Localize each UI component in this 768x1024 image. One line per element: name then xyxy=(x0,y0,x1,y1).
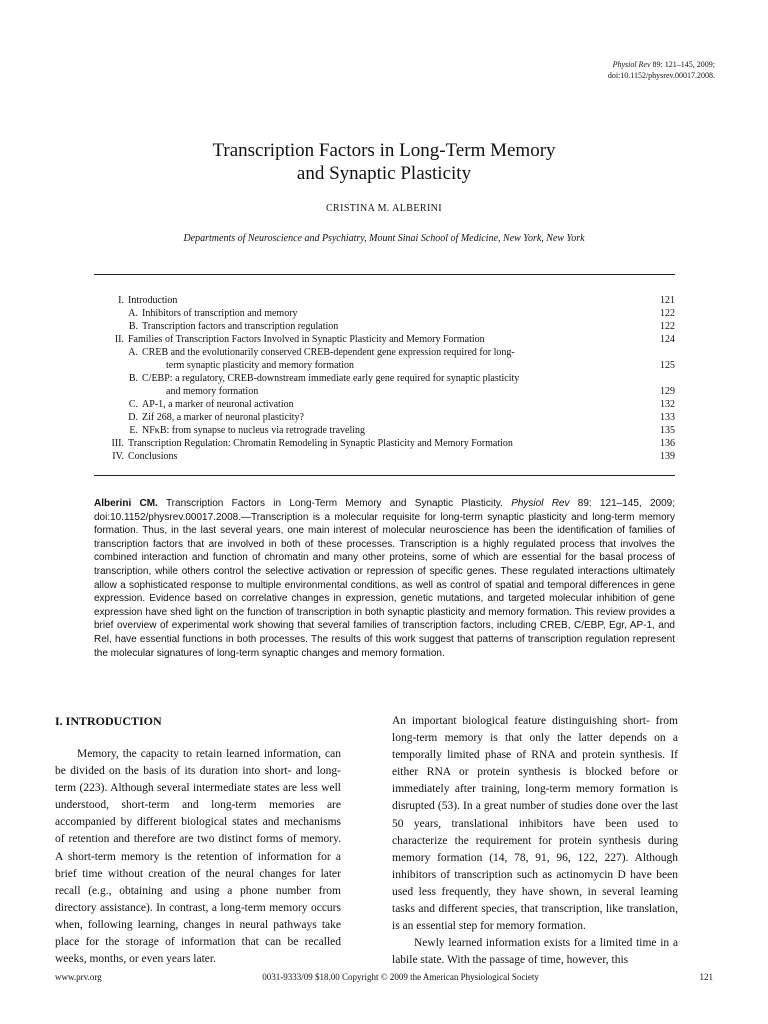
toc-entry-number: E. xyxy=(129,425,138,436)
toc-entry-page: 133 xyxy=(660,412,675,423)
section-heading: I. INTRODUCTION xyxy=(55,714,162,728)
right-paragraph-2: Newly learned information exists for a limited time in a labile state. With the passage of time, however, this xyxy=(392,937,678,967)
toc-entry-number: I. xyxy=(118,295,124,306)
page-footer xyxy=(55,972,713,982)
title-line-2: and Synaptic Plasticity xyxy=(296,163,472,184)
toc-entry-number: A. xyxy=(128,347,138,358)
intro-paragraph: Memory, the capacity to retain learned information, can be divided on the basis of its duration into short- and long-term (223). Although several intermediate states are less well understood, short-term and long-term memories are accompanied by different biological states and mechanisms of retention and therefore are two distinct forms of memory. A short-term memory is the retention of information for a brief time without creation of the neural changes for later recall (e.g., obtaining and using a phone number from directory assistance). In contrast, a long-term memory occurs when, following learning, changes in neural pathways take place for the storage of information that can be recalled weeks, months, or even years later. xyxy=(55,748,341,966)
abstract xyxy=(94,497,675,660)
toc-entry-text xyxy=(94,359,354,372)
toc-entry-text xyxy=(94,320,338,333)
toc-entry-number: III. xyxy=(111,438,124,449)
citation: 89: 121–145, 2009; xyxy=(650,60,715,69)
abstract-title-ref: Transcription Factors in Long-Term Memory and Synaptic Plasticity. xyxy=(157,498,512,509)
toc-entry-page: 121 xyxy=(660,295,675,306)
title-line-1: Transcription Factors in Long-Term Memory xyxy=(212,140,556,161)
toc-entry-title: and memory formation xyxy=(166,386,259,397)
toc-top-rule xyxy=(94,274,675,275)
toc-entry xyxy=(94,294,675,307)
toc-entry-page: 125 xyxy=(660,360,675,371)
toc-entry-title: CREB and the evolutionarily conserved CREB-dependent gene expression required for long- xyxy=(142,347,515,358)
toc-entry-title: Inhibitors of transcription and memory xyxy=(142,308,298,319)
toc-entry-page xyxy=(635,346,675,359)
table-of-contents xyxy=(94,294,675,463)
toc-entry xyxy=(94,359,675,372)
toc-entry-text xyxy=(94,437,513,450)
left-column xyxy=(55,713,341,968)
toc-entry-title: Transcription Regulation: Chromatin Remodeling in Synaptic Plasticity and Memory Formation xyxy=(128,438,513,449)
toc-entry-title: Families of Transcription Factors Involved in Synaptic Plasticity and Memory Formation xyxy=(128,334,485,345)
toc-entry xyxy=(94,450,675,463)
journal-reference xyxy=(608,59,715,81)
toc-entry-text xyxy=(94,333,485,346)
toc-entry xyxy=(94,411,675,424)
abstract-lead: Alberini CM. xyxy=(94,498,158,509)
toc-entry-page: 129 xyxy=(660,386,675,397)
toc-entry xyxy=(94,333,675,346)
toc-entry-page xyxy=(635,372,675,385)
abstract-journal: Physiol Rev xyxy=(511,498,570,509)
toc-entry-number: IV. xyxy=(112,451,124,462)
toc-entry xyxy=(94,385,675,398)
toc-entry xyxy=(94,372,675,385)
toc-entry-title: Introduction xyxy=(128,295,178,306)
toc-entry xyxy=(94,307,675,320)
toc-entry-text xyxy=(94,294,177,307)
toc-entry-number: D. xyxy=(128,412,138,423)
toc-entry-text xyxy=(94,307,298,320)
toc-entry-number: C. xyxy=(128,399,138,410)
toc-entry-number: B. xyxy=(128,373,138,384)
toc-entry-title: AP-1, a marker of neuronal activation xyxy=(142,399,294,410)
toc-entry-text xyxy=(94,450,177,463)
footer-page-number: 121 xyxy=(699,972,713,982)
toc-entry-text xyxy=(94,346,515,359)
toc-entry xyxy=(94,398,675,411)
toc-entry-title: term synaptic plasticity and memory formation xyxy=(166,360,355,371)
toc-entry-number: II. xyxy=(114,334,124,345)
toc-entry xyxy=(94,320,675,333)
footer-url[interactable]: www.prv.org xyxy=(55,972,102,982)
toc-entry-number: A. xyxy=(128,308,138,319)
toc-entry-page: 135 xyxy=(660,425,675,436)
toc-entry-page: 122 xyxy=(660,321,675,332)
toc-entry-page: 132 xyxy=(660,399,675,410)
toc-entry-title: Transcription factors and transcription regulation xyxy=(142,321,339,332)
toc-entry-text xyxy=(94,372,519,385)
toc-entry-page: 122 xyxy=(660,308,675,319)
toc-entry-page: 124 xyxy=(660,334,675,345)
toc-entry-title: C/EBP: a regulatory, CREB-downstream immediate early gene required for synaptic plasticity xyxy=(142,373,520,384)
right-paragraph-1: An important biological feature distinguishing short- from long-term memory is that only the latter depends on a temporally limited phase of RNA and protein synthesis. If either RNA or protein synthesis is blocked before or immediately after training, long-term memory formation is disrupted (53). In a great number of studies done over the last 50 years, translational inhibitors have been used to characterize the requirement for protein synthesis during memory formation (14, 78, 91, 96, 122, 227). Although inhibitors of transcription such as actinomycin D have been used less frequently, they have shown, in several learning tasks and different species, that transcription, like translation, is an essential step for memory formation. xyxy=(392,715,678,933)
toc-entry xyxy=(94,346,675,359)
toc-entry xyxy=(94,424,675,437)
toc-entry-text xyxy=(94,424,365,437)
toc-entry-text xyxy=(94,385,258,398)
toc-entry-title: Zif 268, a marker of neuronal plasticity? xyxy=(142,412,304,423)
author: CRISTINA M. ALBERINI xyxy=(325,203,443,214)
toc-entry-title: NFκB: from synapse to nucleus via retrograde traveling xyxy=(142,425,366,436)
toc-entry-page: 139 xyxy=(660,451,675,462)
toc-entry-text xyxy=(94,398,294,411)
paper-title xyxy=(0,139,768,185)
toc-entry-text xyxy=(94,411,304,424)
toc-bottom-rule xyxy=(94,475,675,476)
abstract-body: 89: 121–145, 2009; doi:10.1152/physrev.00017.2008.—Transcription is a molecular requisite for long-term synaptic plasticity and long-term memory formation. Thus, in the last several years, one main interest of molecular neuroscience has been the identification of families of transcription factors that are involved in both of these processes. Transcription is a highly regulated process that involves the combined interaction and function of chromatin and many other proteins, some of which are essential for the basal process of transcription, while others control the selective activation or repression of specific genes. These regulated interactions ultimately allow a sophisticated response to multiple environmental conditions, as well as control of spatial and temporal differences in gene expression. Evidence based on correlative changes in expression, genetic mutations, and targeted molecular inhibition of gene expression have shed light on the function of transcription in both synaptic plasticity and memory formation. This review provides a brief overview of experimental work showing that several families of transcription factors, including CREB, C/EBP, Egr, AP-1, and Rel, have essential functions in both processes. The results of this work suggest that patterns of transcription regulation represent the molecular signatures of long-term synaptic changes and memory formation. xyxy=(94,498,675,659)
footer-copyright: 0031-9333/09 $18.00 Copyright © 2009 the American Physiological Society xyxy=(262,972,539,982)
journal-name: Physiol Rev xyxy=(612,60,651,69)
affiliation: Departments of Neuroscience and Psychiatry, Mount Sinai School of Medicine, New York, New York xyxy=(183,233,585,244)
doi: doi:10.1152/physrev.00017.2008. xyxy=(607,71,715,80)
toc-entry-title: Conclusions xyxy=(128,451,178,462)
right-column xyxy=(392,713,678,969)
toc-entry xyxy=(94,437,675,450)
toc-entry-page: 136 xyxy=(660,438,675,449)
toc-entry-number: B. xyxy=(128,321,138,332)
